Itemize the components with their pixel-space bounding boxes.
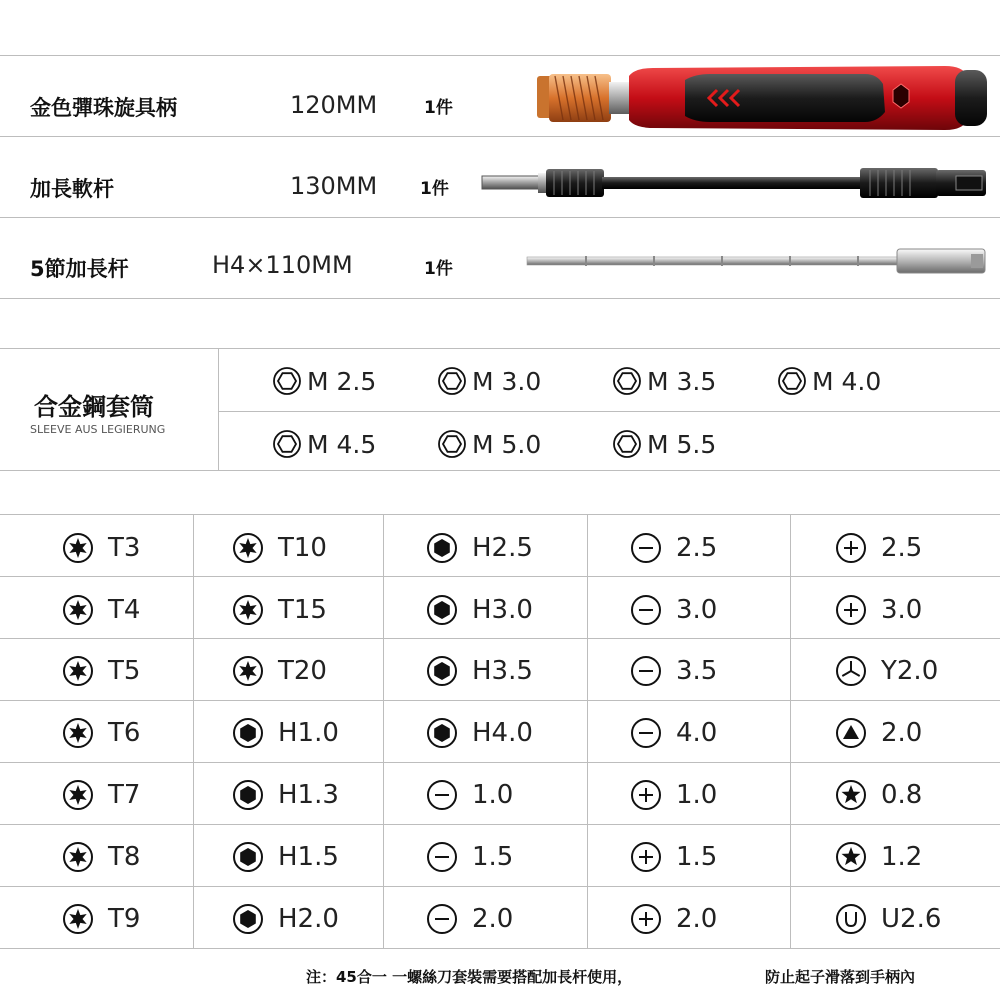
divider bbox=[0, 886, 1000, 887]
socket-item bbox=[270, 366, 376, 396]
hex-icon bbox=[232, 717, 278, 749]
phillips-icon bbox=[835, 532, 881, 564]
bit-item bbox=[426, 841, 513, 873]
bit-item bbox=[835, 841, 922, 873]
usage-note-warning: 防止起子滑落到手柄內 bbox=[765, 968, 916, 986]
phillips-icon bbox=[630, 841, 676, 873]
hex-icon bbox=[426, 594, 472, 626]
hex-socket-icon bbox=[610, 366, 647, 396]
tool-size: 130MM bbox=[290, 172, 378, 200]
tool-quantity: 1件 bbox=[420, 179, 449, 199]
socket-size: M 5.0 bbox=[472, 429, 542, 459]
divider bbox=[0, 638, 1000, 639]
bit-item bbox=[630, 841, 717, 873]
bit-item bbox=[232, 655, 327, 687]
divider bbox=[0, 55, 1000, 56]
bit-label: 2.0 bbox=[881, 718, 923, 748]
divider bbox=[0, 700, 1000, 701]
usage-note: 注：45合一 一螺絲刀套裝需要搭配加長杆使用， bbox=[306, 968, 633, 986]
bit-item bbox=[232, 594, 327, 626]
torx-icon bbox=[62, 655, 108, 687]
torx-icon bbox=[232, 655, 278, 687]
slotted-icon bbox=[426, 841, 472, 873]
divider bbox=[0, 824, 1000, 825]
bit-item bbox=[426, 717, 533, 749]
bit-label: 1.0 bbox=[676, 780, 718, 810]
hex-icon bbox=[426, 655, 472, 687]
socket-item bbox=[610, 366, 716, 396]
tool-quantity: 1件 bbox=[424, 98, 453, 118]
bit-label: H1.0 bbox=[278, 718, 339, 748]
bit-label: T8 bbox=[108, 842, 141, 872]
hex-icon bbox=[426, 532, 472, 564]
slotted-icon bbox=[426, 779, 472, 811]
pentalobe-icon bbox=[835, 841, 881, 873]
hex-socket-icon bbox=[270, 366, 307, 396]
bit-item bbox=[232, 532, 327, 564]
torx-icon bbox=[232, 532, 278, 564]
tool-quantity: 1件 bbox=[424, 259, 453, 279]
flexible-shaft-image bbox=[480, 163, 988, 203]
tool-size: 120MM bbox=[290, 91, 378, 119]
bit-item bbox=[630, 717, 717, 749]
socket-size: M 2.5 bbox=[307, 366, 377, 396]
bit-item bbox=[62, 779, 140, 811]
slotted-icon bbox=[630, 532, 676, 564]
divider bbox=[0, 217, 1000, 218]
bit-item bbox=[835, 594, 922, 626]
bit-label: 2.0 bbox=[472, 904, 514, 934]
u-type-icon bbox=[835, 903, 881, 935]
tool-name: 金色彈珠旋具柄 bbox=[30, 96, 177, 120]
hex-socket-icon bbox=[775, 366, 812, 396]
divider bbox=[218, 411, 1000, 412]
divider bbox=[0, 948, 1000, 949]
bit-label: 2.0 bbox=[676, 904, 718, 934]
bit-label: 3.0 bbox=[881, 595, 923, 625]
tool-name: 5節加長杆 bbox=[30, 257, 129, 281]
bit-item bbox=[426, 532, 533, 564]
bit-label: H1.5 bbox=[278, 842, 339, 872]
bit-item bbox=[630, 655, 717, 687]
bit-item bbox=[835, 779, 922, 811]
screwdriver-handle-image bbox=[535, 62, 990, 134]
divider bbox=[0, 136, 1000, 137]
sockets-title: 合金鋼套筒 bbox=[34, 393, 154, 421]
bit-label: T5 bbox=[108, 656, 141, 686]
phillips-icon bbox=[630, 779, 676, 811]
bit-item bbox=[835, 717, 922, 749]
divider bbox=[218, 348, 219, 470]
divider bbox=[0, 576, 1000, 577]
sockets-subtitle: SLEEVE AUS LEGIERUNG bbox=[30, 423, 166, 436]
bit-label: 1.0 bbox=[472, 780, 514, 810]
torx-icon bbox=[62, 594, 108, 626]
bit-item bbox=[62, 594, 140, 626]
torx-icon bbox=[232, 594, 278, 626]
bit-label: 0.8 bbox=[881, 780, 923, 810]
bit-label: 1.5 bbox=[676, 842, 718, 872]
bit-label: 2.5 bbox=[881, 533, 923, 563]
bit-label: H1.3 bbox=[278, 780, 339, 810]
bit-label: U2.6 bbox=[881, 904, 942, 934]
divider bbox=[0, 348, 1000, 349]
bit-label: T7 bbox=[108, 780, 141, 810]
divider bbox=[0, 470, 1000, 471]
bit-item bbox=[426, 594, 533, 626]
bit-item bbox=[426, 903, 513, 935]
bit-item bbox=[835, 903, 941, 935]
divider bbox=[790, 514, 791, 948]
extension-rod-image bbox=[525, 246, 987, 276]
hex-icon bbox=[232, 841, 278, 873]
bit-item bbox=[426, 655, 533, 687]
divider bbox=[0, 762, 1000, 763]
socket-item bbox=[610, 429, 716, 459]
tool-size: H4×110MM bbox=[212, 251, 353, 279]
socket-size: M 3.5 bbox=[647, 366, 717, 396]
bit-label: T6 bbox=[108, 718, 141, 748]
bit-label: H2.5 bbox=[472, 533, 533, 563]
hex-icon bbox=[232, 903, 278, 935]
torx-icon bbox=[62, 717, 108, 749]
bit-label: H4.0 bbox=[472, 718, 533, 748]
socket-size: M 5.5 bbox=[647, 429, 717, 459]
socket-item bbox=[435, 429, 541, 459]
bit-label: 1.2 bbox=[881, 842, 923, 872]
bit-label: 3.0 bbox=[676, 595, 718, 625]
bit-item bbox=[630, 532, 717, 564]
hex-icon bbox=[232, 779, 278, 811]
bit-label: T20 bbox=[278, 656, 327, 686]
bit-item bbox=[630, 779, 717, 811]
socket-item bbox=[270, 429, 376, 459]
torx-icon bbox=[62, 779, 108, 811]
hex-socket-icon bbox=[435, 429, 472, 459]
bit-item bbox=[62, 841, 140, 873]
bit-label: T3 bbox=[108, 533, 141, 563]
bit-item bbox=[630, 903, 717, 935]
bit-item bbox=[232, 841, 339, 873]
bit-label: 2.5 bbox=[676, 533, 718, 563]
bit-item bbox=[232, 779, 339, 811]
torx-icon bbox=[62, 841, 108, 873]
torx-icon bbox=[62, 532, 108, 564]
divider bbox=[383, 514, 384, 948]
hex-socket-icon bbox=[610, 429, 647, 459]
socket-item bbox=[775, 366, 881, 396]
bit-item bbox=[426, 779, 513, 811]
divider bbox=[0, 514, 1000, 515]
bit-item bbox=[62, 655, 140, 687]
divider bbox=[587, 514, 588, 948]
phillips-icon bbox=[835, 594, 881, 626]
divider bbox=[193, 514, 194, 948]
bit-item bbox=[232, 717, 339, 749]
divider bbox=[0, 298, 1000, 299]
slotted-icon bbox=[426, 903, 472, 935]
triangle-icon bbox=[835, 717, 881, 749]
bit-label: H3.0 bbox=[472, 595, 533, 625]
bit-label: T9 bbox=[108, 904, 141, 934]
bit-item bbox=[835, 532, 922, 564]
bit-label: H2.0 bbox=[278, 904, 339, 934]
bit-item bbox=[232, 903, 339, 935]
bit-label: 4.0 bbox=[676, 718, 718, 748]
socket-size: M 4.5 bbox=[307, 429, 377, 459]
bit-item bbox=[630, 594, 717, 626]
bit-label: T15 bbox=[278, 595, 327, 625]
bit-item bbox=[835, 655, 938, 687]
bit-label: T4 bbox=[108, 595, 141, 625]
slotted-icon bbox=[630, 655, 676, 687]
bit-item bbox=[62, 717, 140, 749]
socket-item bbox=[435, 366, 541, 396]
bit-label: 3.5 bbox=[676, 656, 718, 686]
socket-size: M 4.0 bbox=[812, 366, 882, 396]
bit-label: Y2.0 bbox=[881, 656, 939, 686]
bit-label: T10 bbox=[278, 533, 327, 563]
bit-label: H3.5 bbox=[472, 656, 533, 686]
socket-size: M 3.0 bbox=[472, 366, 542, 396]
hex-icon bbox=[426, 717, 472, 749]
bit-item bbox=[62, 532, 140, 564]
slotted-icon bbox=[630, 717, 676, 749]
tool-name: 加長軟杆 bbox=[30, 177, 114, 201]
hex-socket-icon bbox=[435, 366, 472, 396]
bit-label: 1.5 bbox=[472, 842, 514, 872]
torx-icon bbox=[62, 903, 108, 935]
tri-wing-icon bbox=[835, 655, 881, 687]
pentalobe-icon bbox=[835, 779, 881, 811]
slotted-icon bbox=[630, 594, 676, 626]
bit-item bbox=[62, 903, 140, 935]
phillips-icon bbox=[630, 903, 676, 935]
hex-socket-icon bbox=[270, 429, 307, 459]
